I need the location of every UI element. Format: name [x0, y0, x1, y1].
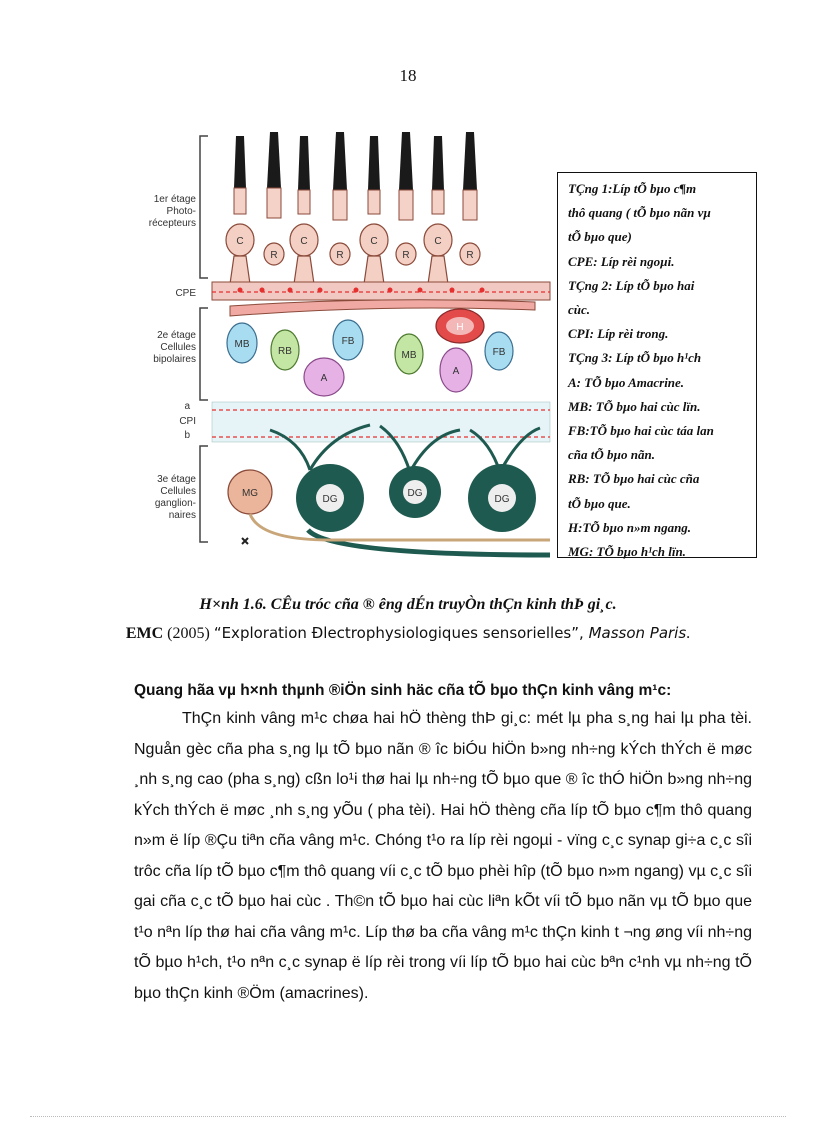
- legend-line: H:TÕ bµo n»m ngang.: [568, 519, 692, 535]
- legend-line: cùc.: [568, 302, 591, 318]
- mg-label: MG: [241, 488, 259, 499]
- page-number: 18: [399, 66, 417, 85]
- stage2-label-3: bipolaires: [153, 354, 196, 365]
- stage1-label-3: récepteurs: [148, 218, 196, 229]
- stage3-label-4: naires: [168, 510, 196, 521]
- cone-label: C: [434, 236, 442, 247]
- dg-label: DG: [407, 488, 423, 499]
- stage1-label-1: 1er étage: [153, 194, 196, 205]
- retina-diagram: [130, 130, 555, 560]
- page-bottom-rule: [30, 1116, 786, 1117]
- rod-label: R: [402, 250, 410, 261]
- source-title: “Exploration Ðlectrophysiologiques sensorielles”,: [213, 624, 589, 642]
- h-label: H: [456, 322, 464, 333]
- source-year: (2005): [163, 625, 214, 642]
- stage1-label-2: Photo-: [166, 206, 196, 217]
- rod-label: R: [336, 250, 344, 261]
- legend-line: CPI: Líp rèi trong.: [568, 326, 669, 342]
- legend-line: RB: TÕ bµo hai cùc cña: [568, 471, 700, 487]
- legend-line: cña tÕ bµo nãn.: [568, 447, 655, 463]
- cone-label: C: [300, 236, 308, 247]
- cone-label: C: [370, 236, 378, 247]
- rb-label: RB: [278, 346, 292, 357]
- section-heading: Quang hãa vµ h×nh thµnh ®iÖn sinh häc cña tÕ bµo thÇn kinh vâng m¹c:: [134, 682, 672, 699]
- legend-line: FB:TÕ bµo hai cùc táa lan: [568, 423, 714, 439]
- stage3-label-1: 3e étage: [157, 474, 196, 485]
- legend-line: tÕ bµo que): [568, 229, 632, 245]
- fb-label: FB: [341, 336, 355, 347]
- source-publisher: Masson Paris: [588, 624, 687, 642]
- layer-b-label: b: [184, 430, 190, 441]
- cone-label: C: [236, 236, 244, 247]
- cpi-label: CPI: [179, 416, 196, 427]
- stage3-label-2: Cellules: [160, 486, 196, 497]
- figure-caption: H×nh 1.6. CÊu tróc cña ® êng dÉn truyÒn thÇn kinh thÞ gi¸c.: [199, 596, 617, 613]
- dg-label: DG: [322, 494, 338, 505]
- mb-label: MB: [234, 339, 250, 350]
- dg-label: DG: [494, 494, 510, 505]
- body-paragraph: ThÇn kinh vâng m¹c chøa hai hÖ thèng thÞ gi¸c: mét lµ pha s¸ng hai lµ pha tèi. Nguån gèc cña pha s¸ng lµ tÕ bµo nãn ® îc biÓu hiÖn b»ng nh÷ng kÝch thÝch ë møc ¸nh s¸ng cao (pha s¸ng) cßn lo¹i thø hai lµ nh÷ng tÕ bµo que ® îc thÓ hiÖn b»ng nh÷ng kÝch thÝch ë møc ¸nh s¸ng yÕu ( pha tèi). Hai hÖ thèng cña líp tÕ bµo c¶m thô quang n»m ë líp ®Çu tiªn cña vâng m¹c. Chóng t¹o ra líp rèi ngoµi - vïng c¸c synap gi÷a c¸c sîi trôc cña líp tÕ bµo c¶m thô quang víi c¸c tÕ bµo phèi hîp (tÕ bµo n»m ngang) vµ c¸c sîi gai cña c¸c tÕ bµo hai cùc . Th©n tÕ bµo hai cùc liªn kÕt víi tÕ bµo nãn vµ tÕ bµo que t¹o nªn líp thø hai cña vâng m¹c. Líp thø ba cña vâng m¹c thÇn kinh t ¬ng øng víi nh÷ng tÕ bµo h¹ch, t¹o nªn c¸c synap ë líp rèi trong víi líp tÕ bµo hai cùc bªn c¹nh vµ nh÷ng tÕ bµo thÇn kinh ®Öm (amacrines).: [134, 710, 752, 1002]
- legend-line: thô quang ( tÕ bµo nãn vµ: [568, 205, 711, 221]
- stage2-label-2: Cellules: [160, 342, 196, 353]
- source-author: EMC: [125, 625, 164, 642]
- fb-label: FB: [492, 347, 506, 358]
- legend-line: tÕ bµo que.: [568, 495, 631, 511]
- rod-label: R: [466, 250, 474, 261]
- mb-label: MB: [401, 350, 417, 361]
- amacrine-label: A: [320, 373, 328, 384]
- legend-line: A: TÕ bµo Amacrine.: [568, 374, 685, 390]
- photoreceptor-outer-segments: [234, 132, 477, 190]
- legend-line: MB: TÕ bµo hai cùc lïn.: [568, 398, 701, 414]
- legend-line: TÇng 1:Líp tÕ bµo c¶m: [568, 181, 697, 196]
- layer-a-label: a: [184, 401, 190, 412]
- legend-line: MG: TÕ bµo h¹ch lïn.: [568, 544, 686, 560]
- source-end: .: [686, 625, 691, 642]
- stage2-label-1: 2e étage: [157, 330, 196, 341]
- legend-line: TÇng 3: Líp tÕ bµo h¹ch: [568, 350, 702, 366]
- body-text: [134, 704, 752, 1009]
- figure-legend: [557, 172, 757, 558]
- amacrine-label: A: [452, 366, 460, 377]
- legend-line: TÇng 2: Líp tÕ bµo hai: [568, 277, 695, 293]
- figure-source: [0, 624, 816, 643]
- stage3-label-3: ganglion-: [154, 498, 196, 509]
- rod-label: R: [270, 250, 278, 261]
- cpe-label: CPE: [175, 288, 196, 299]
- legend-line: CPE: Líp rèi ngoµi.: [568, 253, 675, 269]
- stage-brackets: [200, 136, 208, 542]
